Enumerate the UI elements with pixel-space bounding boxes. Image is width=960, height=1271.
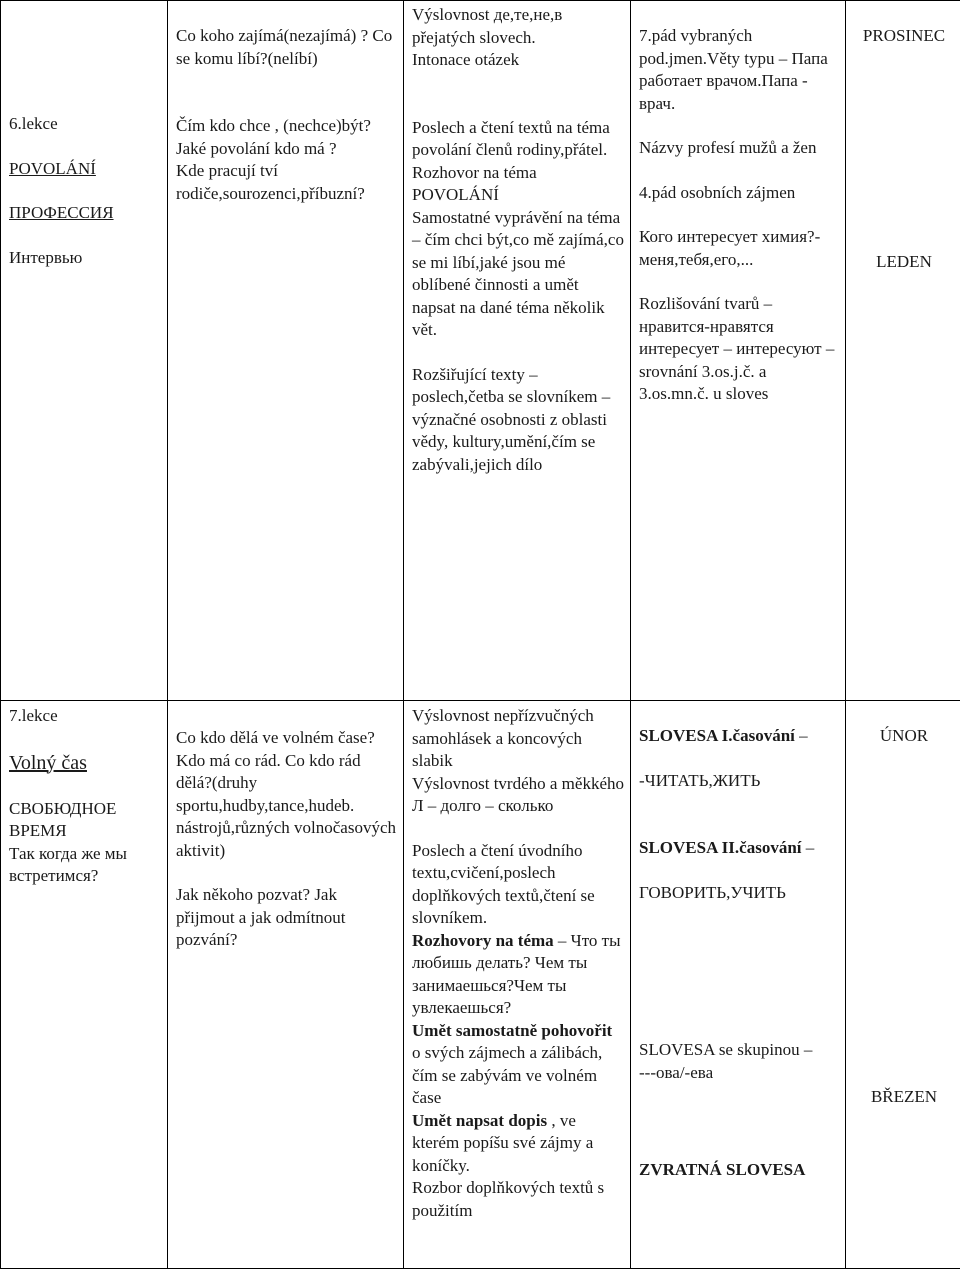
grammar-rest: – (794, 726, 808, 745)
lesson-title-cz: Volný čas (9, 751, 87, 774)
activity-text (412, 1110, 624, 1178)
grammar-rest: – (801, 838, 815, 857)
topic-text: Co koho zajímá(nezajímá) ? Co se komu líbí?(nelíbí) (176, 26, 393, 68)
grammar-text: Názvy profesí mužů a žen (639, 138, 817, 157)
grammar-cell (631, 701, 846, 1269)
table-row (1, 1, 960, 701)
month-label: LEDEN (876, 251, 932, 271)
lesson-subtitle: Интервью (9, 247, 83, 267)
grammar-bold: SLOVESA I.časování (639, 726, 795, 745)
activity-text (412, 930, 624, 1020)
grammar-text: SLOVESA se skupinou – (639, 1040, 813, 1059)
lesson-title-ru: СВОБЮДНОЕ ВРЕМЯ (9, 798, 117, 840)
topic-text: Co kdo dělá ve volném čase?Kdo má co rád. Co kdo rád dělá?(druhy sportu,hudby,tance,hudeb. nástrojů,různých volnočasových aktivit) (176, 728, 396, 860)
grammar-text: ГОВОРИТЬ,УЧИТЬ (639, 882, 786, 902)
activity-text: Rozhovor na téma POVOLÁNÍ (412, 162, 537, 204)
activities-cell (404, 701, 631, 1269)
months-cell (846, 1, 960, 701)
table-row (1, 701, 960, 1269)
activity-text: Výslovnost tvrdého a měkkého Л – долго – сколько (412, 773, 624, 815)
lesson-number: 6.lekce (9, 114, 58, 133)
activity-bold: Umět napsat dopis (412, 1110, 548, 1130)
activity-text: Poslech a čtení textů na téma povolání členů rodiny,přátel. (412, 117, 610, 159)
topics-cell (168, 1, 404, 701)
grammar-text: -ЧИТАТЬ,ЖИТЬ (639, 770, 761, 790)
topic-text: Kde pracují tví rodiče,sourozenci,příbuzní? (176, 161, 365, 203)
activity-bold: Rozhovory na téma (412, 930, 554, 950)
month-label: ÚNOR (879, 726, 929, 745)
activities-cell (404, 1, 631, 701)
activity-rest: , ve kterém popíšu své zájmy a koníčky. (412, 1110, 594, 1175)
grammar-text: Кого интересует химия?- меня,тебя,его,... (639, 227, 821, 269)
grammar-text (639, 725, 839, 748)
grammar-text: Rozlišování tvarů – нравится-нравятся интересует – интересуют – srovnání 3.os.j.č. a 3.os.mn.č. u sloves (639, 294, 835, 403)
grammar-cell (631, 1, 846, 701)
activity-text: Rozšiřující texty – poslech,četba se slovníkem – význačné osobnosti z oblasti vědy, kultury,umění,čím se zabývali,jejich dílo (412, 364, 611, 474)
activity-text: Samostatné vyprávění na téma – čím chci být,co mě zajímá,co se mi líbí,jaké jsou mé oblíbené činnosti a umět napsat na dané téma několik vět. (412, 207, 624, 339)
lesson-number: 7.lekce (9, 706, 58, 725)
lesson-title-cz: POVOLÁNÍ (9, 158, 96, 178)
topic-text: Jak někoho pozvat? Jak přijmout a jak odmítnout pozvání? (176, 885, 346, 949)
grammar-bold: SLOVESA II.časování (639, 838, 802, 857)
topic-text: Jaké povolání kdo má ? (176, 138, 337, 158)
activity-rest: – Что ты любишь делать? Чем ты занимаешься?Чем ты увлекаешься? (412, 930, 621, 1017)
lesson-subtitle: Так когда же мы встретимся? (9, 843, 127, 885)
months-cell (846, 701, 960, 1269)
grammar-text: 4.pád osobních zájmen (639, 182, 796, 202)
lesson-title-ru: ПРОФЕССИЯ (9, 203, 114, 222)
activity-rest: o svých zájmech a zálibách, čím se zabývám ve volném čase (412, 1043, 603, 1107)
grammar-text: 7.pád vybraných pod.jmen.Věty typu – Папа работает врачом.Папа - врач. (639, 26, 828, 113)
activity-text: Rozbor doplňkových textů s použitím (412, 1178, 605, 1220)
grammar-text: ZVRATNÁ SLOVESA (639, 1160, 806, 1179)
lesson-cell (1, 701, 168, 1269)
activity-text: Výslovnost де,те,не,в přejatých slovech. (412, 5, 563, 47)
activity-bold: Umět samostatně pohovořit (412, 1020, 613, 1040)
activity-text: Výslovnost nepřízvučných samohlásek a koncových slabik (412, 706, 594, 770)
activity-text (412, 1020, 624, 1110)
lesson-cell (1, 1, 168, 701)
activity-text: Intonace otázek (412, 50, 520, 69)
topic-text: Čím kdo chce , (nechce)být? (176, 116, 371, 135)
month-label: BŘEZEN (870, 1086, 938, 1106)
month-label: PROSINEC (862, 26, 946, 45)
grammar-text (639, 837, 839, 860)
topics-cell (168, 701, 404, 1269)
grammar-text: ---ова/-ева (639, 1062, 714, 1082)
activity-text: Poslech a čtení úvodního textu,cvičení,poslech doplňkových textů,čtení se slovníkem. (412, 840, 595, 927)
